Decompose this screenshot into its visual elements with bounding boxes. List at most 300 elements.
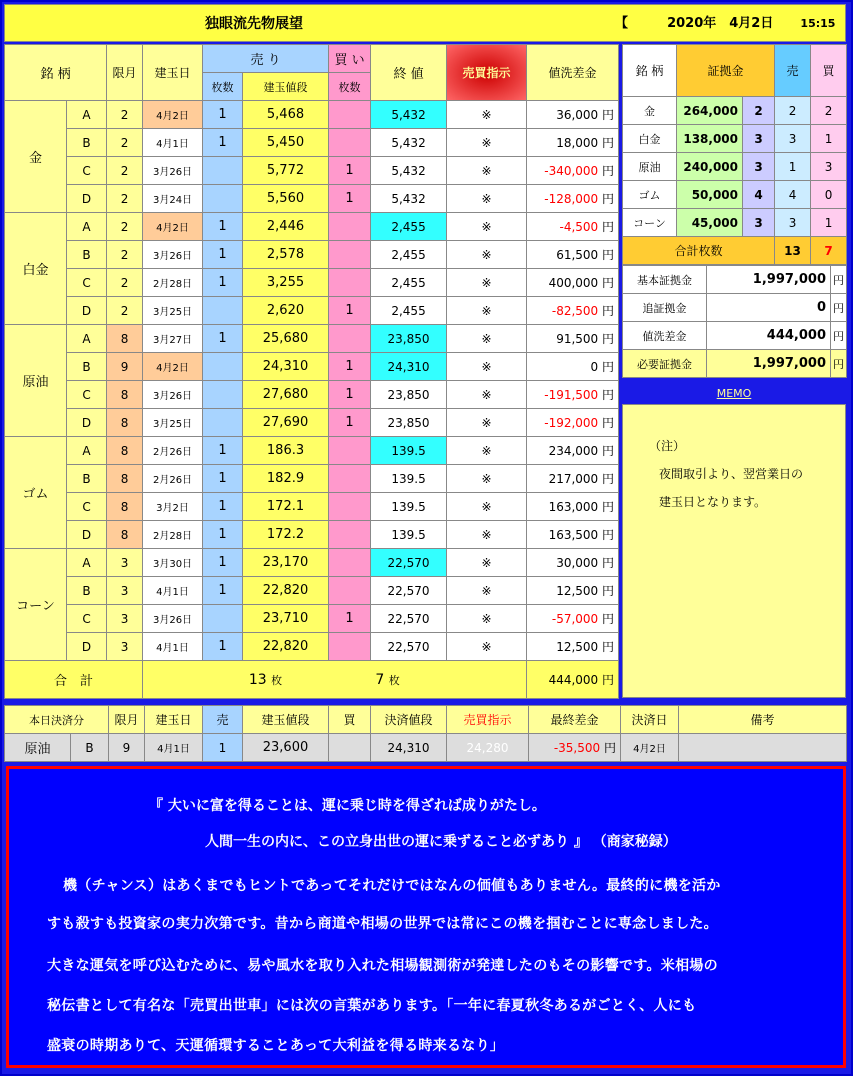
- position-row: [5, 521, 619, 549]
- margin-header-kai: 買: [811, 45, 847, 97]
- sell-count-cell: [203, 157, 243, 185]
- tate-nedan-cell: 22,820: [243, 577, 329, 605]
- buy-count-cell: 1: [329, 605, 371, 633]
- col-header-uri: 売 り: [203, 45, 329, 73]
- margin-amount: 264,000: [677, 97, 743, 125]
- sell-count-cell: 1: [203, 633, 243, 661]
- sagaku-cell: [527, 437, 619, 465]
- sagaku-cell: [527, 325, 619, 353]
- group-name: 白金: [5, 213, 67, 325]
- sagaku-cell: [527, 241, 619, 269]
- position-row: [5, 213, 619, 241]
- quote-line-4: すも殺すも投資家の実力次第です。昔から商道や相場の世界では常にこの機を掴むことに専念しました。: [47, 916, 718, 932]
- margin-summary-row: [623, 350, 847, 378]
- tategyokubi-cell: 3月25日: [143, 409, 203, 437]
- buy-count-cell: 1: [329, 353, 371, 381]
- margin-sell: 2: [775, 97, 811, 125]
- sell-count-cell: [203, 297, 243, 325]
- positions-panel: [4, 44, 618, 698]
- col-header-owarine: 終 値: [371, 45, 447, 101]
- sagaku-value: -4,500: [559, 220, 599, 234]
- sagaku-value: 61,500: [556, 248, 599, 262]
- tategyokubi-cell: 4月2日: [143, 213, 203, 241]
- sagaku-value: 91,500: [556, 332, 599, 346]
- margin-name: 金: [623, 97, 677, 125]
- settle-shiji: 24,280: [447, 734, 529, 762]
- group-name: コーン: [5, 549, 67, 661]
- margin-table: [622, 44, 847, 265]
- margin-buy: 3: [811, 153, 847, 181]
- total-buy: [329, 661, 447, 699]
- total-unit: 円: [602, 673, 615, 687]
- owarine-cell: 2,455: [371, 213, 447, 241]
- position-row: [5, 465, 619, 493]
- margin-sell: 1: [775, 153, 811, 181]
- gengetsu-cell: 3: [107, 605, 143, 633]
- tate-nedan-cell: 5,450: [243, 129, 329, 157]
- position-row: [5, 269, 619, 297]
- gengetsu-cell: 2: [107, 101, 143, 129]
- settle-gengetsu: 9: [109, 734, 145, 762]
- col-header-gengetsu: 限月: [107, 45, 143, 101]
- contract-letter: C: [67, 157, 107, 185]
- settle-tate-nedan: 23,600: [243, 734, 329, 762]
- settle-kessaibi: 4月2日: [621, 734, 679, 762]
- sell-count-cell: [203, 605, 243, 633]
- summary-value: 1,997,000: [707, 350, 831, 378]
- margin-k: 3: [743, 153, 775, 181]
- total-sell: [203, 661, 329, 699]
- memo-box: [622, 404, 846, 698]
- shiji-cell[interactable]: ※: [447, 241, 527, 269]
- total-buy-value: 7: [375, 671, 385, 688]
- settlement-table: [4, 705, 847, 762]
- tate-nedan-cell: 182.9: [243, 465, 329, 493]
- contract-letter: A: [67, 213, 107, 241]
- tate-nedan-cell: 27,680: [243, 381, 329, 409]
- shiji-cell[interactable]: ※: [447, 409, 527, 437]
- summary-unit: 円: [831, 350, 847, 378]
- summary-label: 必要証拠金: [623, 350, 707, 378]
- sagaku-cell: [527, 577, 619, 605]
- summary-unit: 円: [831, 294, 847, 322]
- group-name: 金: [5, 101, 67, 213]
- settle-header-kessaibi: 決済日: [621, 706, 679, 734]
- sagaku-cell: [527, 213, 619, 241]
- margin-sell: 3: [775, 125, 811, 153]
- settle-tategyokubi: 4月1日: [145, 734, 203, 762]
- buy-count-cell: [329, 521, 371, 549]
- margin-buy: 0: [811, 181, 847, 209]
- tategyokubi-cell: 2月28日: [143, 269, 203, 297]
- quote-line-7: 盛衰の時期ありて、天運循環することあって大利益を得る時来るなり」: [47, 1038, 505, 1054]
- shiji-cell[interactable]: ※: [447, 605, 527, 633]
- sell-count-cell: [203, 353, 243, 381]
- sagaku-value: -57,000: [551, 612, 599, 626]
- gengetsu-cell: 8: [107, 437, 143, 465]
- memo-note-title: （注）: [649, 439, 686, 453]
- owarine-cell: 23,850: [371, 409, 447, 437]
- sell-count-cell: 1: [203, 129, 243, 157]
- sagaku-unit: 円: [602, 472, 615, 486]
- buy-count-cell: [329, 437, 371, 465]
- tategyokubi-cell: 3月27日: [143, 325, 203, 353]
- buy-count-cell: 1: [329, 409, 371, 437]
- sagaku-cell: [527, 549, 619, 577]
- col-header-buy-maisu: 枚数: [329, 73, 371, 101]
- position-row: [5, 381, 619, 409]
- margin-buy: 1: [811, 209, 847, 237]
- col-header-sagaku: 値洗差金: [527, 45, 619, 101]
- sagaku-cell: [527, 381, 619, 409]
- margin-total-label: 合計枚数: [623, 237, 775, 265]
- shiji-cell[interactable]: ※: [447, 493, 527, 521]
- sagaku-cell: [527, 101, 619, 129]
- margin-sell: 3: [775, 209, 811, 237]
- total-spacer-2: [447, 661, 527, 699]
- sell-count-cell: 1: [203, 549, 243, 577]
- sagaku-cell: [527, 465, 619, 493]
- sell-count-cell: 1: [203, 269, 243, 297]
- owarine-cell: 139.5: [371, 437, 447, 465]
- tate-nedan-cell: 186.3: [243, 437, 329, 465]
- shiji-cell[interactable]: ※: [447, 185, 527, 213]
- settle-biko: [679, 734, 847, 762]
- buy-count-cell: 1: [329, 185, 371, 213]
- contract-letter: A: [67, 437, 107, 465]
- settlement-row: [5, 734, 847, 762]
- buy-count-cell: [329, 101, 371, 129]
- owarine-cell: 2,455: [371, 297, 447, 325]
- tate-nedan-cell: 2,578: [243, 241, 329, 269]
- tategyokubi-cell: 4月2日: [143, 101, 203, 129]
- sagaku-unit: 円: [602, 220, 615, 234]
- buy-count-cell: [329, 241, 371, 269]
- settle-contract: B: [71, 734, 109, 762]
- sagaku-cell: [527, 185, 619, 213]
- margin-amount: 45,000: [677, 209, 743, 237]
- total-label: 合 計: [5, 661, 143, 699]
- settle-header-gengetsu: 限月: [109, 706, 145, 734]
- contract-letter: A: [67, 101, 107, 129]
- contract-letter: B: [67, 353, 107, 381]
- margin-amount: 240,000: [677, 153, 743, 181]
- tate-nedan-cell: 24,310: [243, 353, 329, 381]
- shiji-cell[interactable]: ※: [447, 465, 527, 493]
- summary-value: 444,000: [707, 322, 831, 350]
- contract-letter: D: [67, 185, 107, 213]
- sagaku-value: 12,500: [556, 584, 599, 598]
- settle-name: 原油: [5, 734, 71, 762]
- owarine-cell: 2,455: [371, 269, 447, 297]
- position-row: [5, 409, 619, 437]
- shiji-cell[interactable]: ※: [447, 101, 527, 129]
- group-name: 原油: [5, 325, 67, 437]
- summary-label: 値洗差金: [623, 322, 707, 350]
- tategyokubi-cell: 2月26日: [143, 465, 203, 493]
- contract-letter: B: [67, 577, 107, 605]
- position-row: [5, 577, 619, 605]
- sagaku-cell: [527, 409, 619, 437]
- shiji-cell[interactable]: ※: [447, 157, 527, 185]
- sell-count-cell: 1: [203, 325, 243, 353]
- gengetsu-cell: 2: [107, 157, 143, 185]
- sagaku-cell: [527, 605, 619, 633]
- tate-nedan-cell: 23,170: [243, 549, 329, 577]
- gengetsu-cell: 2: [107, 269, 143, 297]
- shiji-cell[interactable]: ※: [447, 325, 527, 353]
- col-header-kai: 買 い: [329, 45, 371, 73]
- summary-value: 0: [707, 294, 831, 322]
- total-value-cell: [527, 661, 619, 699]
- margin-amount: 138,000: [677, 125, 743, 153]
- tategyokubi-cell: 3月26日: [143, 381, 203, 409]
- sagaku-unit: 円: [602, 640, 615, 654]
- tate-nedan-cell: 23,710: [243, 605, 329, 633]
- shiji-cell[interactable]: ※: [447, 129, 527, 157]
- margin-panel: [622, 44, 846, 378]
- settle-header-kai: 買: [329, 706, 371, 734]
- total-sell-value: 13: [248, 671, 267, 688]
- gengetsu-cell: 2: [107, 241, 143, 269]
- margin-amount: 50,000: [677, 181, 743, 209]
- buy-count-cell: [329, 549, 371, 577]
- summary-label: 追証拠金: [623, 294, 707, 322]
- sell-count-cell: 1: [203, 213, 243, 241]
- sagaku-unit: 円: [602, 304, 615, 318]
- settle-sagaku-value: -35,500: [553, 741, 601, 755]
- shiji-cell[interactable]: ※: [447, 269, 527, 297]
- memo-link[interactable]: MEMO: [716, 387, 752, 400]
- quote-line-3: 機（チャンス）はあくまでもヒントであってそれだけではなんの価値もありません。最終的に機を活か: [63, 878, 721, 894]
- settle-header-shiji: 売買指示: [447, 706, 529, 734]
- contract-letter: A: [67, 549, 107, 577]
- quote-box: [6, 766, 846, 1068]
- tategyokubi-cell: 4月1日: [143, 129, 203, 157]
- position-row: [5, 353, 619, 381]
- total-sell-unit: 枚: [271, 673, 283, 687]
- tate-nedan-cell: 25,680: [243, 325, 329, 353]
- tategyokubi-cell: 3月25日: [143, 297, 203, 325]
- owarine-cell: 5,432: [371, 129, 447, 157]
- shiji-cell[interactable]: ※: [447, 353, 527, 381]
- memo-line-2: 建玉日となります。: [659, 495, 767, 509]
- sell-count-cell: 1: [203, 465, 243, 493]
- contract-letter: C: [67, 493, 107, 521]
- margin-row: [623, 181, 847, 209]
- position-row: [5, 297, 619, 325]
- sagaku-cell: [527, 633, 619, 661]
- position-row: [5, 129, 619, 157]
- sagaku-unit: 円: [602, 192, 615, 206]
- tate-nedan-cell: 27,690: [243, 409, 329, 437]
- tategyokubi-cell: 4月1日: [143, 577, 203, 605]
- buy-count-cell: [329, 633, 371, 661]
- buy-count-cell: [329, 129, 371, 157]
- margin-k: 3: [743, 209, 775, 237]
- shiji-cell[interactable]: ※: [447, 213, 527, 241]
- margin-buy: 1: [811, 125, 847, 153]
- sagaku-value: -340,000: [544, 164, 599, 178]
- gengetsu-cell: 8: [107, 325, 143, 353]
- summary-unit: 円: [831, 322, 847, 350]
- memo-line-1: 夜間取引より、翌営業日の: [659, 467, 804, 481]
- tategyokubi-cell: 3月2日: [143, 493, 203, 521]
- positions-table: [4, 44, 619, 699]
- header-datetime: [615, 5, 845, 43]
- margin-k: 4: [743, 181, 775, 209]
- shiji-cell[interactable]: ※: [447, 297, 527, 325]
- position-row: [5, 101, 619, 129]
- settle-sell: 1: [203, 734, 243, 762]
- position-row: [5, 157, 619, 185]
- owarine-cell: 22,570: [371, 605, 447, 633]
- col-header-tate-nedan: 建玉値段: [243, 73, 329, 101]
- position-row: [5, 325, 619, 353]
- sagaku-value: -191,500: [544, 388, 599, 402]
- shiji-cell[interactable]: ※: [447, 577, 527, 605]
- gengetsu-cell: 3: [107, 549, 143, 577]
- summary-label: 基本証拠金: [623, 266, 707, 294]
- sagaku-value: -82,500: [551, 304, 599, 318]
- owarine-cell: 23,850: [371, 325, 447, 353]
- contract-letter: C: [67, 605, 107, 633]
- sell-count-cell: [203, 381, 243, 409]
- gengetsu-cell: 8: [107, 409, 143, 437]
- margin-row: [623, 153, 847, 181]
- buy-count-cell: [329, 269, 371, 297]
- sagaku-value: 12,500: [556, 640, 599, 654]
- sagaku-cell: [527, 129, 619, 157]
- memo-header: [622, 382, 846, 404]
- settlement-panel: [4, 705, 846, 762]
- sagaku-value: 163,000: [548, 500, 599, 514]
- margin-total-buy: 7: [811, 237, 847, 265]
- contract-letter: C: [67, 269, 107, 297]
- tategyokubi-cell: 4月2日: [143, 353, 203, 381]
- settle-kessai-nedan: 24,310: [371, 734, 447, 762]
- buy-count-cell: 1: [329, 157, 371, 185]
- gengetsu-cell: 8: [107, 381, 143, 409]
- contract-letter: B: [67, 241, 107, 269]
- settle-sagaku-unit: 円: [603, 741, 616, 755]
- tate-nedan-cell: 22,820: [243, 633, 329, 661]
- sagaku-value: 18,000: [556, 136, 599, 150]
- col-header-shiji[interactable]: 売買指示: [447, 45, 527, 101]
- tate-nedan-cell: 5,560: [243, 185, 329, 213]
- shiji-cell[interactable]: ※: [447, 549, 527, 577]
- sagaku-value: -192,000: [544, 416, 599, 430]
- position-row: [5, 493, 619, 521]
- tate-nedan-cell: 172.2: [243, 521, 329, 549]
- settle-header-biko: 備考: [679, 706, 847, 734]
- sagaku-value: 217,000: [548, 472, 599, 486]
- sagaku-cell: [527, 353, 619, 381]
- tategyokubi-cell: 3月30日: [143, 549, 203, 577]
- sagaku-value: 0: [590, 360, 599, 374]
- sagaku-unit: 円: [602, 388, 615, 402]
- bracket-open: 【: [615, 16, 629, 31]
- settle-header-tate-nedan: 建玉値段: [243, 706, 329, 734]
- col-header-meigara: 銘 柄: [5, 45, 107, 101]
- buy-count-cell: [329, 325, 371, 353]
- tate-nedan-cell: 3,255: [243, 269, 329, 297]
- sagaku-unit: 円: [602, 612, 615, 626]
- gengetsu-cell: 2: [107, 185, 143, 213]
- sagaku-cell: [527, 493, 619, 521]
- shiji-cell[interactable]: ※: [447, 381, 527, 409]
- margin-header-meigara: 銘 柄: [623, 45, 677, 97]
- header-date: 2020年 4月2日: [667, 16, 774, 31]
- contract-letter: A: [67, 325, 107, 353]
- owarine-cell: 139.5: [371, 521, 447, 549]
- sell-count-cell: 1: [203, 577, 243, 605]
- sagaku-value: 234,000: [548, 444, 599, 458]
- contract-letter: D: [67, 297, 107, 325]
- sagaku-unit: 円: [602, 248, 615, 262]
- owarine-cell: 5,432: [371, 157, 447, 185]
- gengetsu-cell: 2: [107, 129, 143, 157]
- quote-line-5: 大きな運気を呼び込むために、易や風水を取り入れた相場観測術が発達したのもその影響です。米相場の: [47, 958, 718, 974]
- owarine-cell: 23,850: [371, 381, 447, 409]
- settle-buy: [329, 734, 371, 762]
- col-header-tategyokubi: 建玉日: [143, 45, 203, 101]
- shiji-cell[interactable]: ※: [447, 437, 527, 465]
- shiji-cell[interactable]: ※: [447, 633, 527, 661]
- sagaku-unit: 円: [602, 416, 615, 430]
- sagaku-value: -128,000: [544, 192, 599, 206]
- owarine-cell: 2,455: [371, 241, 447, 269]
- shiji-cell[interactable]: ※: [447, 521, 527, 549]
- sagaku-cell: [527, 157, 619, 185]
- sagaku-value: 36,000: [556, 108, 599, 122]
- contract-letter: C: [67, 381, 107, 409]
- sell-count-cell: 1: [203, 437, 243, 465]
- page-title: 独眼流先物展望: [205, 16, 303, 32]
- owarine-cell: 24,310: [371, 353, 447, 381]
- sagaku-unit: 円: [602, 360, 615, 374]
- buy-count-cell: [329, 465, 371, 493]
- margin-summary-row: [623, 294, 847, 322]
- margin-buy: 2: [811, 97, 847, 125]
- summary-unit: 円: [831, 266, 847, 294]
- tategyokubi-cell: 3月26日: [143, 157, 203, 185]
- owarine-cell: 22,570: [371, 633, 447, 661]
- settle-header-label: 本日決済分: [5, 706, 109, 734]
- buy-count-cell: [329, 577, 371, 605]
- settle-header-tategyokubi: 建玉日: [145, 706, 203, 734]
- sagaku-unit: 円: [602, 276, 615, 290]
- owarine-cell: 22,570: [371, 549, 447, 577]
- gengetsu-cell: 8: [107, 465, 143, 493]
- buy-count-cell: 1: [329, 381, 371, 409]
- tategyokubi-cell: 3月26日: [143, 605, 203, 633]
- sell-count-cell: [203, 185, 243, 213]
- group-name: ゴム: [5, 437, 67, 549]
- tate-nedan-cell: 5,468: [243, 101, 329, 129]
- margin-header-shokokin: 証拠金: [677, 45, 775, 97]
- margin-sell: 4: [775, 181, 811, 209]
- contract-letter: D: [67, 521, 107, 549]
- margin-k: 3: [743, 125, 775, 153]
- margin-total-sell: 13: [775, 237, 811, 265]
- settle-sagaku: [529, 734, 621, 762]
- sagaku-value: 30,000: [556, 556, 599, 570]
- gengetsu-cell: 3: [107, 577, 143, 605]
- quote-line-1: 『 大いに富を得ることは、運に乗じ時を得ざれば成りがたし。: [149, 798, 546, 814]
- sell-count-cell: [203, 409, 243, 437]
- tate-nedan-cell: 172.1: [243, 493, 329, 521]
